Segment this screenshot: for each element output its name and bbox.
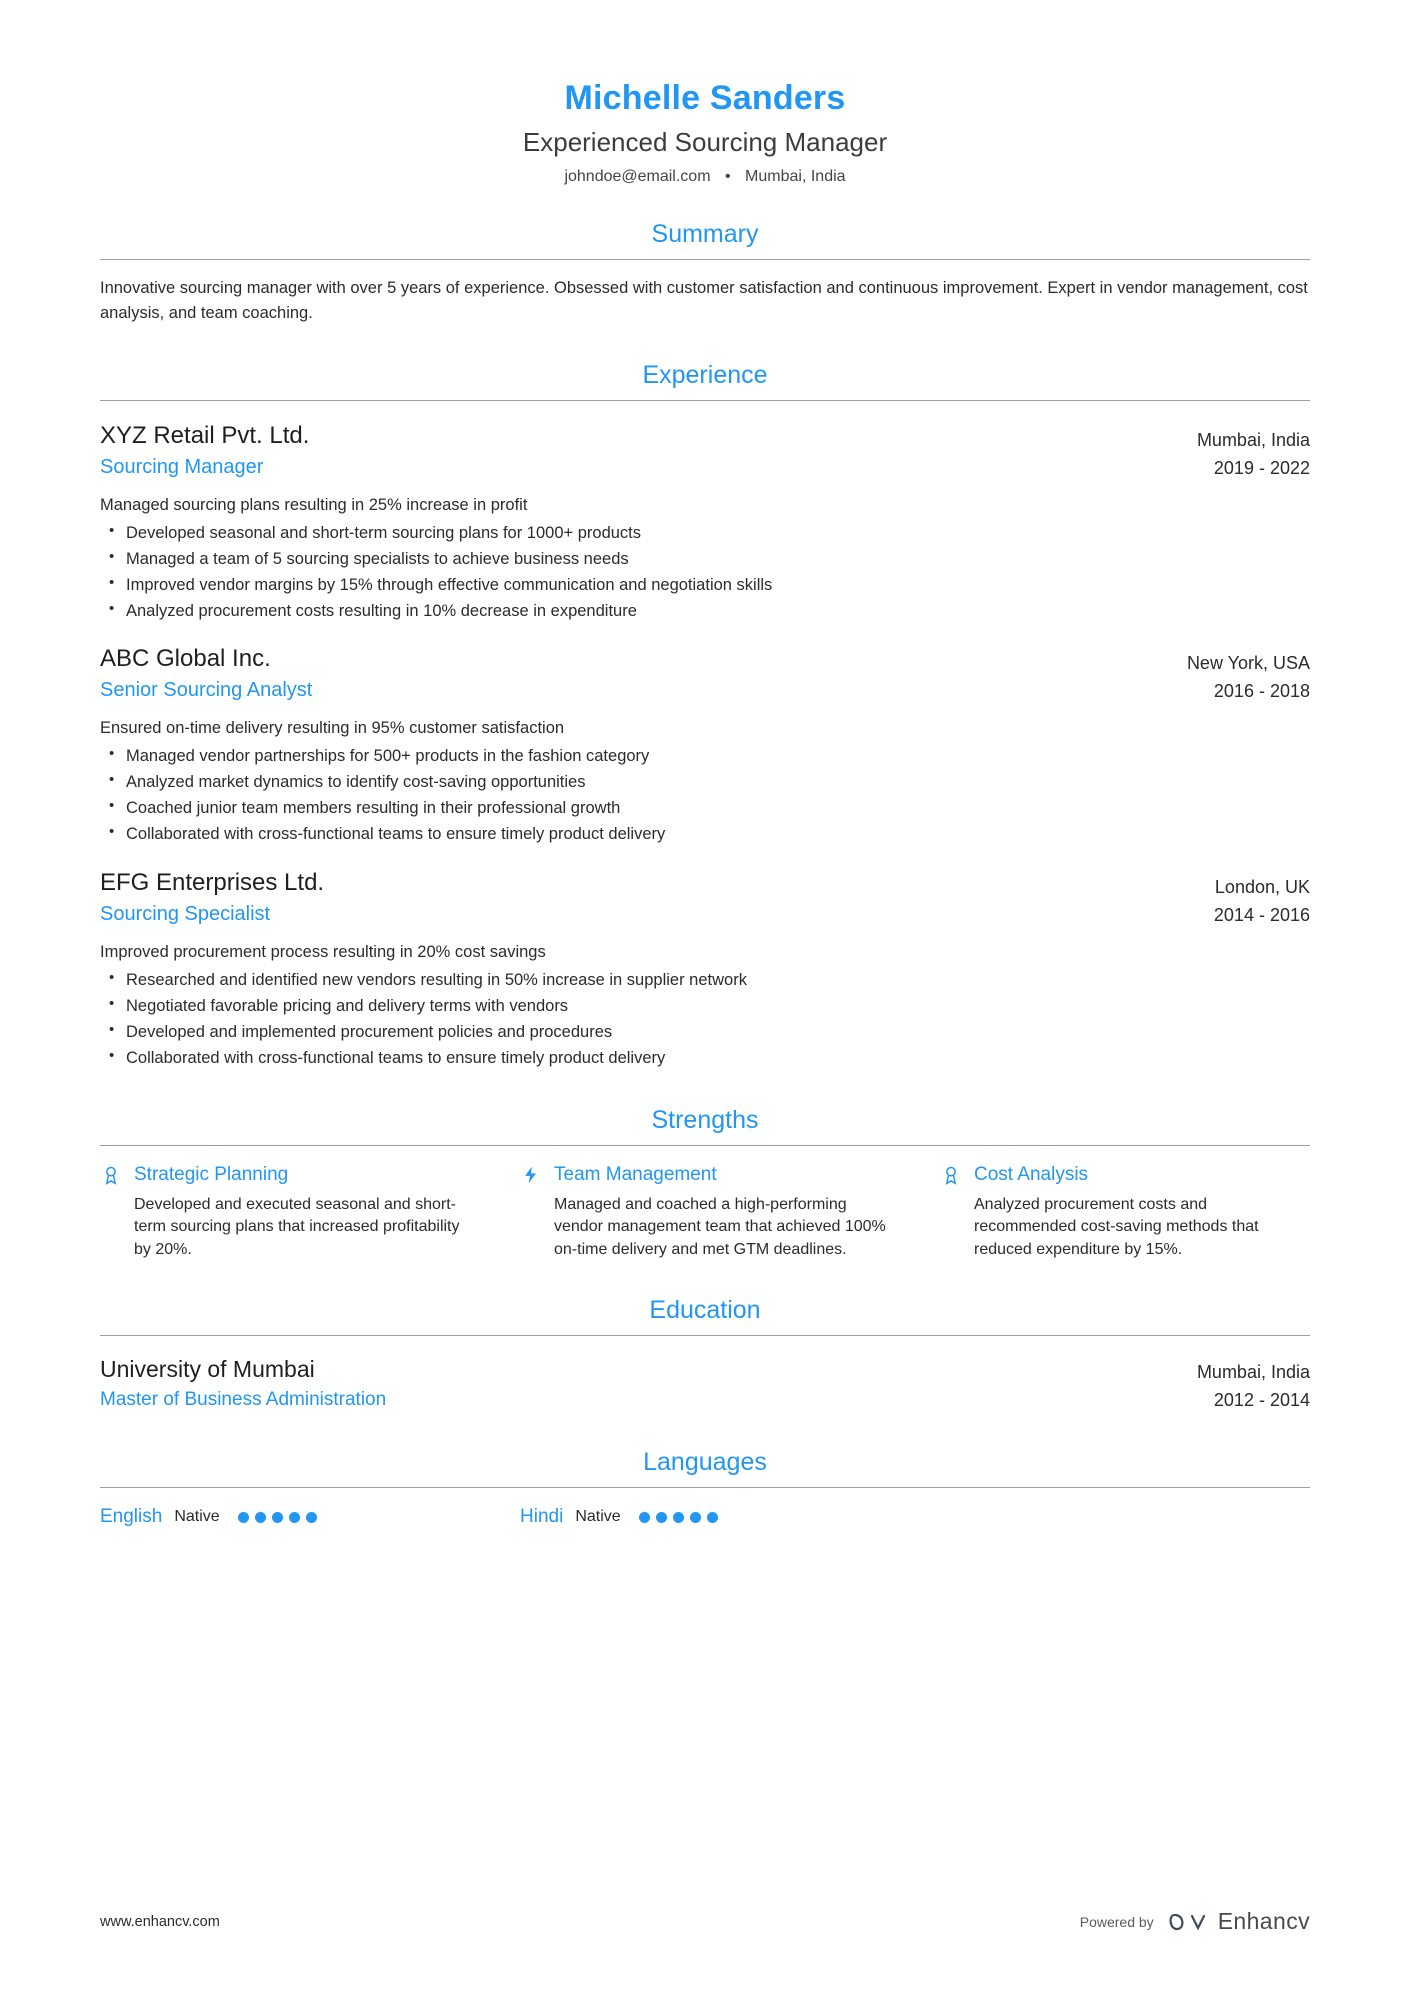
experience-company: ABC Global Inc. bbox=[100, 645, 271, 673]
experience-entry bbox=[100, 401, 1310, 625]
experience-role: Sourcing Manager bbox=[100, 455, 264, 478]
experience-entry bbox=[100, 624, 1310, 848]
strength-text: Managed and coached a high-performing vendor management team that achieved 100% on-time delivery and met GTM deadlines. bbox=[554, 1195, 886, 1258]
section-languages bbox=[100, 1448, 1310, 1528]
experience-role: Senior Sourcing Analyst bbox=[100, 679, 313, 702]
language-name: English bbox=[100, 1506, 163, 1528]
list-item: • Collaborated with cross-functional teams to ensure timely product delivery bbox=[126, 822, 1310, 848]
list-item: • Collaborated with cross-functional teams to ensure timely product delivery bbox=[126, 1046, 1310, 1072]
section-title-languages: Languages bbox=[643, 1448, 767, 1477]
section-summary bbox=[100, 220, 1310, 327]
strength-text: Analyzed procurement costs and recommended cost-saving methods that reduced expenditure by 15%. bbox=[974, 1195, 1259, 1258]
rating-dot bbox=[690, 1512, 701, 1523]
experience-company: EFG Enterprises Ltd. bbox=[100, 868, 325, 896]
rating-dot bbox=[707, 1512, 718, 1523]
experience-entry bbox=[100, 848, 1310, 1072]
experience-dates: 2016 - 2018 bbox=[1213, 681, 1310, 702]
rating-dot bbox=[673, 1512, 684, 1523]
experience-description: Ensured on-time delivery resulting in 95% customer satisfaction bbox=[100, 719, 565, 738]
brand-name: Enhancv bbox=[1217, 1908, 1310, 1934]
strength-text: Developed and executed seasonal and short-term sourcing plans that increased profitability by 20%. bbox=[134, 1195, 460, 1258]
strength-item bbox=[100, 1164, 470, 1262]
contact-line bbox=[100, 168, 1310, 186]
powered-by-label: Powered by bbox=[1079, 1913, 1154, 1930]
education-degree: Master of Business Administration bbox=[100, 1388, 387, 1410]
rating-dot bbox=[289, 1512, 300, 1523]
list-item: • Managed vendor partnerships for 500+ products in the fashion category bbox=[126, 744, 1310, 770]
language-name: Hindi bbox=[520, 1506, 564, 1528]
resume-header bbox=[100, 0, 1310, 186]
contact-email: johndoe@email.com bbox=[564, 167, 711, 185]
strength-title: Strategic Planning bbox=[134, 1163, 289, 1185]
experience-description: Managed sourcing plans resulting in 25% increase in profit bbox=[100, 495, 528, 514]
experience-bullets bbox=[100, 744, 1310, 848]
language-item bbox=[100, 1506, 520, 1528]
page-footer bbox=[100, 1908, 1310, 1935]
experience-company: XYZ Retail Pvt. Ltd. bbox=[100, 421, 310, 449]
rating-dot bbox=[639, 1512, 650, 1523]
rating-dot bbox=[306, 1512, 317, 1523]
education-location: Mumbai, India bbox=[1196, 1361, 1310, 1382]
section-experience bbox=[100, 361, 1310, 1072]
contact-separator: • bbox=[724, 167, 731, 185]
language-rating-dots bbox=[238, 1512, 317, 1523]
experience-dates: 2019 - 2022 bbox=[1213, 457, 1310, 478]
candidate-headline: Experienced Sourcing Manager bbox=[522, 126, 888, 157]
language-rating-dots bbox=[639, 1512, 718, 1523]
rating-dot bbox=[238, 1512, 249, 1523]
section-strengths bbox=[100, 1106, 1310, 1262]
list-item: • Researched and identified new vendors resulting in 50% increase in supplier network bbox=[126, 968, 1310, 994]
list-item: • Coached junior team members resulting in their professional growth bbox=[126, 796, 1310, 822]
award-ribbon-icon bbox=[100, 1164, 122, 1186]
experience-location: London, UK bbox=[1214, 876, 1310, 897]
list-item: • Developed and implemented procurement policies and procedures bbox=[126, 1020, 1310, 1046]
summary-text: Innovative sourcing manager with over 5 years of experience. Obsessed with customer satisfaction and continuous improvement. Expert in vendor management, cost analysis, and team coaching. bbox=[100, 278, 1308, 323]
rating-dot bbox=[255, 1512, 266, 1523]
section-education bbox=[100, 1296, 1310, 1415]
enhancv-logo bbox=[1168, 1908, 1310, 1935]
contact-location: Mumbai, India bbox=[745, 167, 846, 185]
section-title-strengths: Strengths bbox=[651, 1105, 759, 1134]
education-dates: 2012 - 2014 bbox=[1213, 1389, 1310, 1410]
experience-location: Mumbai, India bbox=[1196, 429, 1310, 450]
language-level: Native bbox=[174, 1508, 220, 1526]
list-item: • Analyzed procurement costs resulting in 10% decrease in expenditure bbox=[126, 599, 1310, 625]
strength-item bbox=[940, 1164, 1310, 1262]
list-item: • Developed seasonal and short-term sourcing plans for 1000+ products bbox=[126, 521, 1310, 547]
section-title-education: Education bbox=[649, 1295, 761, 1324]
list-item: • Negotiated favorable pricing and delivery terms with vendors bbox=[126, 994, 1310, 1020]
language-item bbox=[520, 1506, 940, 1528]
experience-role: Sourcing Specialist bbox=[100, 902, 271, 925]
experience-location: New York, USA bbox=[1186, 653, 1310, 674]
candidate-name: Michelle Sanders bbox=[564, 79, 846, 117]
education-school: University of Mumbai bbox=[100, 1355, 315, 1382]
strength-title: Team Management bbox=[554, 1163, 717, 1185]
list-item: • Analyzed market dynamics to identify cost-saving opportunities bbox=[126, 770, 1310, 796]
list-item: • Managed a team of 5 sourcing specialists to achieve business needs bbox=[126, 547, 1310, 573]
experience-description: Improved procurement process resulting in 20% cost savings bbox=[100, 942, 546, 961]
education-entry bbox=[100, 1336, 1310, 1415]
rating-dot bbox=[272, 1512, 283, 1523]
experience-bullets bbox=[100, 968, 1310, 1072]
lightning-bolt-icon bbox=[520, 1164, 542, 1186]
experience-bullets bbox=[100, 521, 1310, 625]
strength-title: Cost Analysis bbox=[974, 1163, 1089, 1185]
language-level: Native bbox=[575, 1508, 621, 1526]
section-title-experience: Experience bbox=[642, 360, 768, 389]
footer-website-url[interactable]: www.enhancv.com bbox=[100, 1913, 220, 1930]
list-item: • Improved vendor margins by 15% through effective communication and negotiation skills bbox=[126, 573, 1310, 599]
section-title-summary: Summary bbox=[651, 219, 759, 248]
experience-dates: 2014 - 2016 bbox=[1213, 904, 1310, 925]
strength-item bbox=[520, 1164, 890, 1262]
award-ribbon-icon bbox=[940, 1164, 962, 1186]
rating-dot bbox=[656, 1512, 667, 1523]
